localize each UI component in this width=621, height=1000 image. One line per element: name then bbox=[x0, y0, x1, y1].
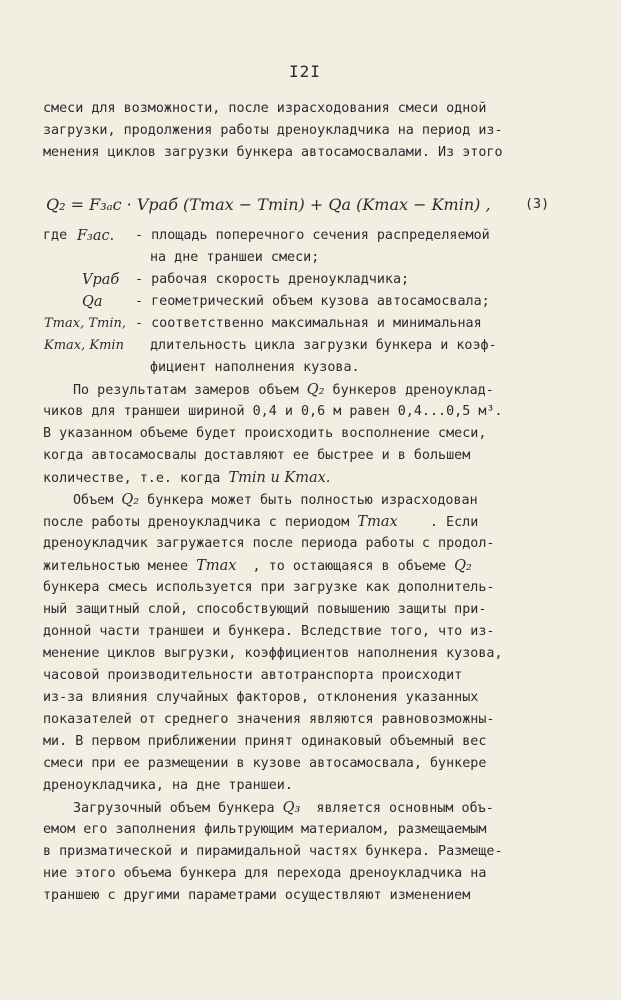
text-line: жительностью менее Tmax , то остающаяся в объеме Q₂ bbox=[43, 558, 472, 574]
text-line: из-за влияния случайных факторов, отклонения указанных bbox=[43, 690, 479, 705]
definition-text: - геометрический объем кузова автосамосвала; bbox=[135, 294, 490, 309]
text-line: дреноукладчика, на дне траншеи. bbox=[43, 778, 293, 793]
text-line: ми. В первом приближении принят одинаковый объемный вес bbox=[43, 734, 487, 749]
inline-symbol: Tmin и Kmax. bbox=[228, 470, 331, 486]
text-line: менения циклов загрузки бункера автосамосвалами. Из этого bbox=[43, 145, 503, 160]
definition-text: - соответственно максимальная и минимальная bbox=[135, 316, 482, 331]
text-line: когда автосамосвалы доставляют ее быстрее и в большем bbox=[43, 448, 471, 463]
definition-symbol: F₃ac. bbox=[77, 228, 115, 244]
definition-text: на дне траншеи смеси; bbox=[150, 250, 320, 265]
definition-symbol: Qa bbox=[82, 294, 103, 310]
text-line: в призматической и пирамидальной частях бункера. Размеще- bbox=[43, 844, 503, 859]
text-line: бункера смесь используется при загрузке как дополнитель- bbox=[43, 580, 495, 595]
inline-symbol: Q₃ bbox=[282, 800, 301, 816]
text-line: смеси для возможности, после израсходования смеси одной bbox=[43, 101, 487, 116]
formula: Q₂ = F₃ₐc · Vраб (Tmax − Tmin) + Qa (Kmax − Kmin) , bbox=[46, 195, 491, 214]
text-line: загрузки, продолжения работы дреноукладчика на период из- bbox=[43, 123, 503, 138]
text-line: смеси при ее размещении в кузове автосамосвала, бункере bbox=[43, 756, 487, 771]
text-line: показателей от среднего значения являются равновозможны- bbox=[43, 712, 495, 727]
text-line: количестве, т.е. когда Tmin и Kmax. bbox=[43, 470, 331, 486]
page-number: I2I bbox=[289, 62, 321, 81]
definition-text: - рабочая скорость дреноукладчика; bbox=[135, 272, 410, 287]
definition-symbol: Vраб bbox=[82, 272, 120, 288]
text-line: после работы дреноукладчика с периодом Tmax . Если bbox=[43, 514, 479, 530]
text-line: Загрузочный объем бункера Q₃ является основным объ- bbox=[73, 800, 494, 816]
definition-text: фициент наполнения кузова. bbox=[150, 360, 360, 375]
definition-symbol: Tmax, Tmin, bbox=[44, 316, 127, 331]
text-line: В указанном объеме будет происходить восполнение смеси, bbox=[43, 426, 487, 441]
inline-symbol: Q₂ bbox=[121, 492, 140, 508]
text-line: По результатам замеров объем Q₂ бункеров дреноуклад- bbox=[73, 382, 494, 398]
text-line: чиков для траншеи шириной 0,4 и 0,6 м равен 0,4...0,5 м³. bbox=[43, 404, 503, 419]
inline-symbol: Tmax bbox=[196, 558, 237, 574]
text-line: ный защитный слой, способствующий повышению защиты при- bbox=[43, 602, 487, 617]
text-line: ние этого объема бункера для перехода дреноукладчика на bbox=[43, 866, 487, 881]
definition-text: длительность цикла загрузки бункера и коэф- bbox=[150, 338, 497, 353]
inline-symbol: Tmax bbox=[357, 514, 398, 530]
text-line: емом его заполнения фильтрующим материалом, размещаемым bbox=[43, 822, 487, 837]
inline-symbol: Q₂ bbox=[306, 382, 325, 398]
text-line: донной части траншеи и бункера. Вследствие того, что из- bbox=[43, 624, 495, 639]
text-line: Объем Q₂ бункера может быть полностью израсходован bbox=[73, 492, 478, 508]
inline-symbol: Q₂ bbox=[454, 558, 472, 574]
text-line: дреноукладчик загружается после периода работы с продол- bbox=[43, 536, 495, 551]
text-line: часовой производительности автотранспорта происходит bbox=[43, 668, 463, 683]
definition-symbol: Kmax, Kmin bbox=[44, 338, 124, 353]
where-label: где bbox=[43, 228, 68, 243]
formula-number: (3) bbox=[525, 197, 550, 212]
definition-text: - площадь поперечного сечения распределяемой bbox=[135, 228, 490, 243]
text-line: менение циклов выгрузки, коэффициентов наполнения кузова, bbox=[43, 646, 503, 661]
text-line: траншею с другими параметрами осуществляют изменением bbox=[43, 888, 471, 903]
